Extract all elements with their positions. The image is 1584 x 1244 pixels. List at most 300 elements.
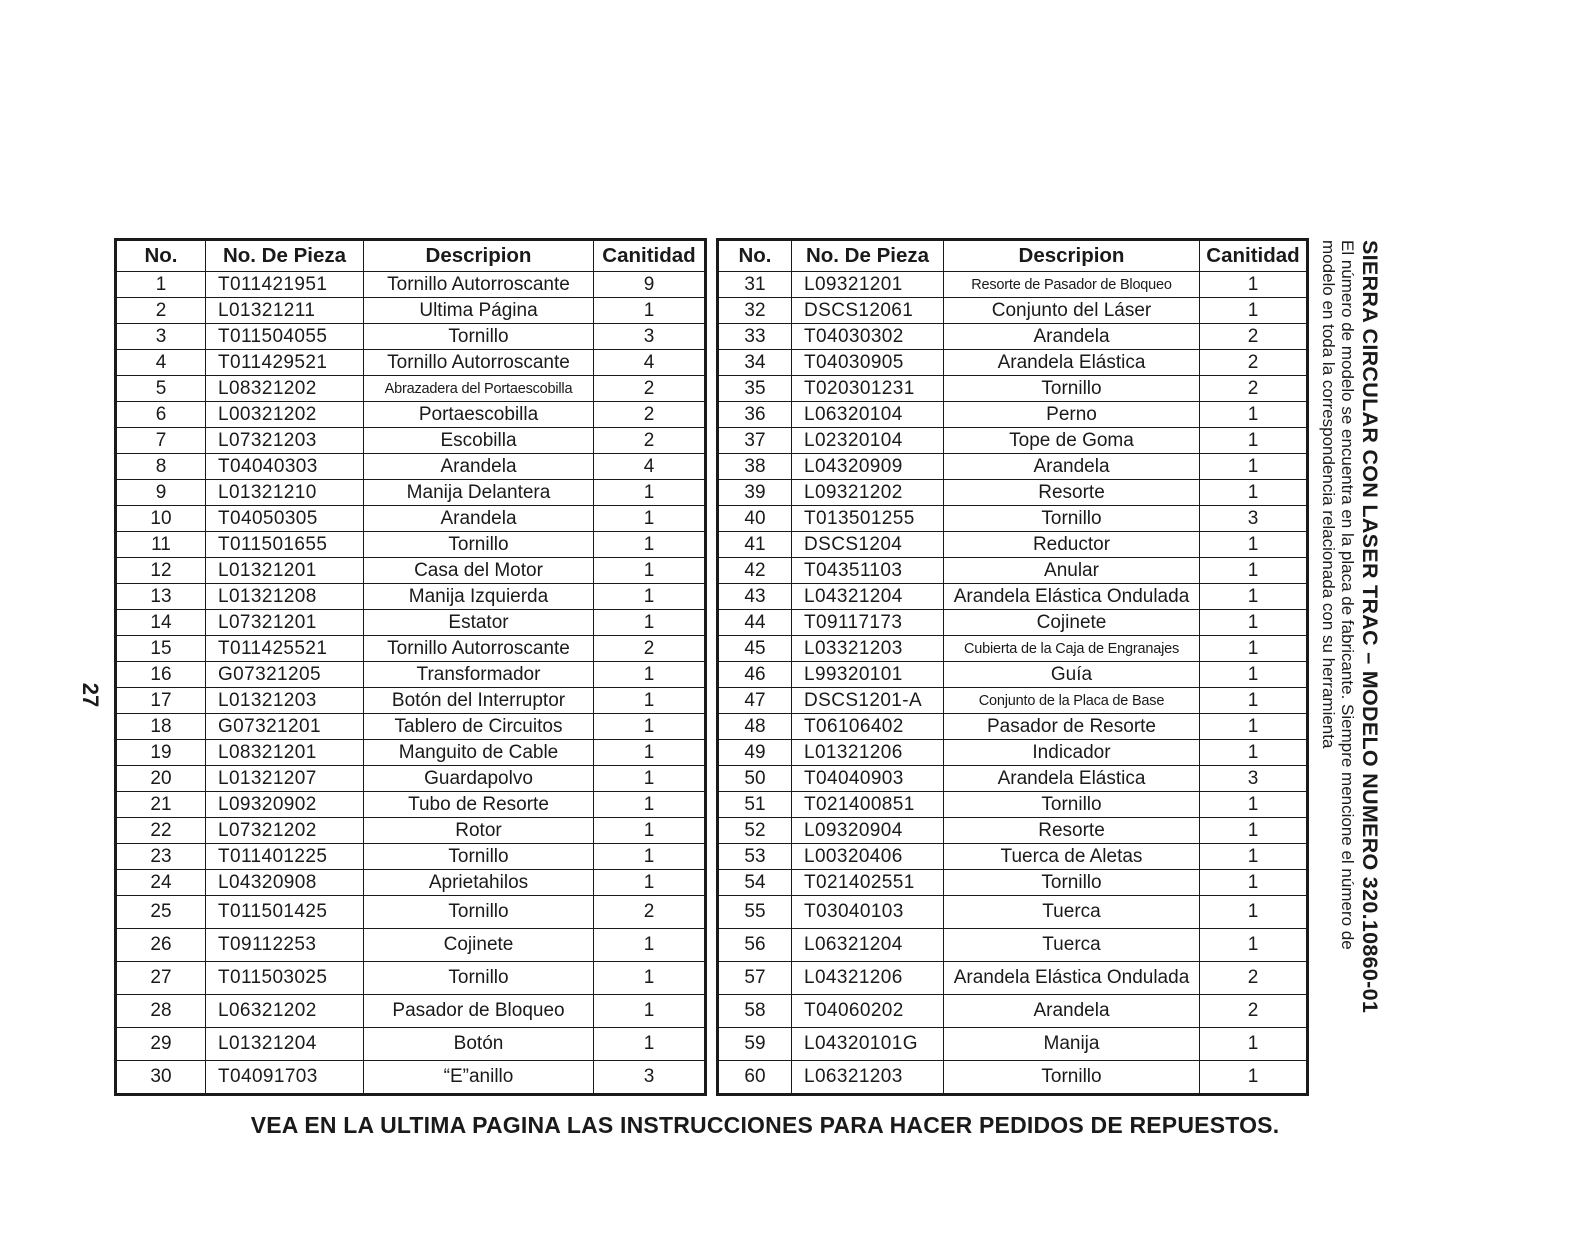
cell-item-number: 12 xyxy=(116,558,206,584)
header-no: No. xyxy=(116,240,206,272)
cell-item-number: 42 xyxy=(718,558,792,584)
cell-item-number: 26 xyxy=(116,929,206,962)
cell-description: Arandela xyxy=(944,454,1200,480)
cell-item-number: 29 xyxy=(116,1028,206,1061)
cell-quantity: 1 xyxy=(1200,870,1308,896)
cell-description: Estator xyxy=(364,610,594,636)
cell-part-number: L01321207 xyxy=(206,766,364,792)
table-row xyxy=(116,870,706,896)
cell-description: Escobilla xyxy=(364,428,594,454)
cell-part-number: T020301231 xyxy=(792,376,944,402)
cell-description: Arandela Elástica xyxy=(944,766,1200,792)
cell-description: Arandela xyxy=(364,454,594,480)
cell-part-number: L07321203 xyxy=(206,428,364,454)
cell-description: Tope de Goma xyxy=(944,428,1200,454)
cell-part-number: DSCS1201-A xyxy=(792,688,944,714)
cell-part-number: T011504055 xyxy=(206,324,364,350)
cell-item-number: 3 xyxy=(116,324,206,350)
table-row xyxy=(718,1028,1308,1061)
table-row xyxy=(718,766,1308,792)
cell-quantity: 3 xyxy=(1200,766,1308,792)
table-row xyxy=(116,298,706,324)
cell-description: Pasador de Resorte xyxy=(944,714,1200,740)
cell-description: Tornillo xyxy=(944,1061,1200,1095)
cell-description: Arandela Elástica Ondulada xyxy=(944,962,1200,995)
cell-description: Conjunto de la Placa de Base xyxy=(944,688,1200,714)
table-row xyxy=(718,532,1308,558)
cell-item-number: 20 xyxy=(116,766,206,792)
cell-quantity: 1 xyxy=(1200,844,1308,870)
cell-description: Guardapolvo xyxy=(364,766,594,792)
cell-quantity: 1 xyxy=(1200,636,1308,662)
cell-description: Cojinete xyxy=(944,610,1200,636)
cell-quantity: 1 xyxy=(1200,714,1308,740)
cell-quantity: 1 xyxy=(594,870,706,896)
cell-item-number: 6 xyxy=(116,402,206,428)
cell-part-number: L04320909 xyxy=(792,454,944,480)
cell-quantity: 2 xyxy=(594,376,706,402)
table-row xyxy=(116,636,706,662)
parts-table-right xyxy=(716,238,1309,1096)
table-row xyxy=(718,272,1308,298)
cell-quantity: 1 xyxy=(1200,929,1308,962)
cell-item-number: 53 xyxy=(718,844,792,870)
cell-item-number: 54 xyxy=(718,870,792,896)
cell-item-number: 11 xyxy=(116,532,206,558)
cell-description: Transformador xyxy=(364,662,594,688)
cell-item-number: 36 xyxy=(718,402,792,428)
cell-quantity: 3 xyxy=(1200,506,1308,532)
cell-quantity: 2 xyxy=(1200,350,1308,376)
cell-item-number: 35 xyxy=(718,376,792,402)
table-row xyxy=(718,688,1308,714)
cell-quantity: 9 xyxy=(594,272,706,298)
parts-table-right-body xyxy=(718,272,1308,1095)
cell-quantity: 1 xyxy=(594,1028,706,1061)
cell-item-number: 30 xyxy=(116,1061,206,1095)
cell-part-number: T03040103 xyxy=(792,896,944,929)
cell-item-number: 34 xyxy=(718,350,792,376)
table-row xyxy=(718,480,1308,506)
cell-quantity: 1 xyxy=(1200,740,1308,766)
cell-description: Pasador de Bloqueo xyxy=(364,995,594,1028)
table-row xyxy=(718,428,1308,454)
cell-item-number: 41 xyxy=(718,532,792,558)
table-row xyxy=(116,324,706,350)
cell-quantity: 1 xyxy=(594,792,706,818)
cell-item-number: 25 xyxy=(116,896,206,929)
cell-quantity: 1 xyxy=(594,714,706,740)
cell-quantity: 1 xyxy=(1200,402,1308,428)
cell-item-number: 19 xyxy=(116,740,206,766)
cell-quantity: 1 xyxy=(1200,818,1308,844)
cell-part-number: L07321201 xyxy=(206,610,364,636)
cell-quantity: 1 xyxy=(1200,1028,1308,1061)
model-note-line-2: modelo en toda la correspondencia relacionada con su herramienta xyxy=(1319,240,1338,749)
cell-part-number: L02320104 xyxy=(792,428,944,454)
cell-item-number: 48 xyxy=(718,714,792,740)
cell-quantity: 1 xyxy=(594,995,706,1028)
cell-item-number: 40 xyxy=(718,506,792,532)
cell-quantity: 1 xyxy=(1200,298,1308,324)
cell-part-number: L06321203 xyxy=(792,1061,944,1095)
cell-part-number: L09320902 xyxy=(206,792,364,818)
cell-item-number: 49 xyxy=(718,740,792,766)
cell-item-number: 22 xyxy=(116,818,206,844)
cell-quantity: 1 xyxy=(594,558,706,584)
cell-item-number: 32 xyxy=(718,298,792,324)
cell-part-number: T011503025 xyxy=(206,962,364,995)
cell-description: Abrazadera del Portaescobilla xyxy=(364,376,594,402)
cell-description: Tornillo xyxy=(944,870,1200,896)
cell-quantity: 1 xyxy=(1200,688,1308,714)
cell-part-number: T04030905 xyxy=(792,350,944,376)
cell-quantity: 1 xyxy=(594,532,706,558)
cell-item-number: 39 xyxy=(718,480,792,506)
cell-description: Arandela Elástica Ondulada xyxy=(944,584,1200,610)
table-row xyxy=(116,558,706,584)
cell-part-number: L08321201 xyxy=(206,740,364,766)
table-row xyxy=(116,532,706,558)
table-row xyxy=(718,870,1308,896)
ordering-instructions-footer: VEA EN LA ULTIMA PAGINA LAS INSTRUCCIONES PARA HACER PEDIDOS DE REPUESTOS. xyxy=(250,1112,1280,1138)
cell-item-number: 5 xyxy=(116,376,206,402)
table-row xyxy=(116,714,706,740)
cell-part-number: L09320904 xyxy=(792,818,944,844)
header-part-number: No. De Pieza xyxy=(206,240,364,272)
cell-quantity: 1 xyxy=(1200,454,1308,480)
header-description: Descripion xyxy=(944,240,1200,272)
cell-item-number: 33 xyxy=(718,324,792,350)
parts-table-left-body xyxy=(116,272,706,1095)
cell-item-number: 18 xyxy=(116,714,206,740)
cell-part-number: T021400851 xyxy=(792,792,944,818)
cell-description: Indicador xyxy=(944,740,1200,766)
cell-part-number: T04040903 xyxy=(792,766,944,792)
cell-item-number: 55 xyxy=(718,896,792,929)
cell-description: Manija Delantera xyxy=(364,480,594,506)
cell-item-number: 27 xyxy=(116,962,206,995)
cell-description: Tornillo xyxy=(364,324,594,350)
cell-part-number: L04320101G xyxy=(792,1028,944,1061)
table-row xyxy=(116,610,706,636)
table-row xyxy=(718,662,1308,688)
cell-description: Resorte xyxy=(944,818,1200,844)
table-row xyxy=(718,1061,1308,1095)
cell-item-number: 2 xyxy=(116,298,206,324)
table-row xyxy=(718,584,1308,610)
table-row xyxy=(718,324,1308,350)
cell-item-number: 57 xyxy=(718,962,792,995)
header-no: No. xyxy=(718,240,792,272)
cell-quantity: 1 xyxy=(594,584,706,610)
table-row xyxy=(116,506,706,532)
table-row xyxy=(116,929,706,962)
cell-item-number: 8 xyxy=(116,454,206,480)
cell-part-number: L04321206 xyxy=(792,962,944,995)
cell-description: Arandela Elástica xyxy=(944,350,1200,376)
cell-part-number: T09112253 xyxy=(206,929,364,962)
cell-part-number: L09321202 xyxy=(792,480,944,506)
cell-description: Arandela xyxy=(364,506,594,532)
table-row xyxy=(718,844,1308,870)
cell-item-number: 51 xyxy=(718,792,792,818)
table-row xyxy=(116,1028,706,1061)
cell-quantity: 1 xyxy=(594,610,706,636)
cell-part-number: L01321210 xyxy=(206,480,364,506)
cell-description: Tornillo xyxy=(944,506,1200,532)
cell-item-number: 13 xyxy=(116,584,206,610)
table-row xyxy=(116,896,706,929)
cell-item-number: 15 xyxy=(116,636,206,662)
cell-description: Botón del Interruptor xyxy=(364,688,594,714)
cell-part-number: L04320908 xyxy=(206,870,364,896)
cell-item-number: 14 xyxy=(116,610,206,636)
cell-part-number: T04050305 xyxy=(206,506,364,532)
cell-part-number: L06320104 xyxy=(792,402,944,428)
cell-item-number: 4 xyxy=(116,350,206,376)
cell-quantity: 3 xyxy=(594,1061,706,1095)
cell-quantity: 1 xyxy=(1200,558,1308,584)
cell-description: Reductor xyxy=(944,532,1200,558)
cell-part-number: T04091703 xyxy=(206,1061,364,1095)
cell-part-number: T011425521 xyxy=(206,636,364,662)
cell-quantity: 1 xyxy=(1200,428,1308,454)
cell-description: Aprietahilos xyxy=(364,870,594,896)
cell-description: Manija Izquierda xyxy=(364,584,594,610)
cell-description: Manija xyxy=(944,1028,1200,1061)
cell-quantity: 4 xyxy=(594,350,706,376)
header-part-number: No. De Pieza xyxy=(792,240,944,272)
cell-part-number: L06321202 xyxy=(206,995,364,1028)
table-row xyxy=(116,350,706,376)
cell-item-number: 10 xyxy=(116,506,206,532)
table-row xyxy=(116,584,706,610)
cell-item-number: 9 xyxy=(116,480,206,506)
model-note xyxy=(1312,240,1382,1120)
table-row xyxy=(116,818,706,844)
cell-description: Tornillo xyxy=(944,376,1200,402)
table-row xyxy=(718,506,1308,532)
cell-quantity: 1 xyxy=(594,766,706,792)
cell-part-number: L04321204 xyxy=(792,584,944,610)
cell-part-number: T06106402 xyxy=(792,714,944,740)
cell-part-number: L07321202 xyxy=(206,818,364,844)
cell-item-number: 23 xyxy=(116,844,206,870)
cell-description: Tornillo xyxy=(364,896,594,929)
table-row xyxy=(116,740,706,766)
cell-part-number: DSCS12061 xyxy=(792,298,944,324)
cell-item-number: 1 xyxy=(116,272,206,298)
cell-item-number: 38 xyxy=(718,454,792,480)
table-row xyxy=(116,662,706,688)
cell-description: Portaescobilla xyxy=(364,402,594,428)
cell-quantity: 1 xyxy=(1200,532,1308,558)
cell-description: Tuerca xyxy=(944,896,1200,929)
cell-quantity: 1 xyxy=(594,929,706,962)
model-title: SIERRA CIRCULAR CON LASER TRAC – MODELO NUMERO 320.10860-01 xyxy=(1358,240,1382,1014)
cell-description: Ultima Página xyxy=(364,298,594,324)
cell-quantity: 1 xyxy=(1200,584,1308,610)
cell-description: Tornillo xyxy=(364,532,594,558)
cell-description: Perno xyxy=(944,402,1200,428)
cell-part-number: T011501655 xyxy=(206,532,364,558)
model-note-line-1: El número de modelo se encuentra en la placa de fabricante. Siempre mencione el número de xyxy=(1338,240,1357,950)
cell-item-number: 16 xyxy=(116,662,206,688)
table-row xyxy=(718,962,1308,995)
cell-item-number: 46 xyxy=(718,662,792,688)
table-row xyxy=(718,792,1308,818)
cell-description: Tornillo Autorroscante xyxy=(364,350,594,376)
cell-part-number: L01321201 xyxy=(206,558,364,584)
cell-item-number: 45 xyxy=(718,636,792,662)
cell-quantity: 1 xyxy=(594,818,706,844)
cell-quantity: 1 xyxy=(1200,1061,1308,1095)
cell-quantity: 2 xyxy=(1200,962,1308,995)
cell-item-number: 43 xyxy=(718,584,792,610)
cell-quantity: 2 xyxy=(594,636,706,662)
cell-description: Conjunto del Láser xyxy=(944,298,1200,324)
cell-part-number: T09117173 xyxy=(792,610,944,636)
table-row xyxy=(116,766,706,792)
cell-part-number: T013501255 xyxy=(792,506,944,532)
table-row xyxy=(116,376,706,402)
table-row xyxy=(718,740,1308,766)
cell-description: Manguito de Cable xyxy=(364,740,594,766)
cell-part-number: L01321206 xyxy=(792,740,944,766)
table-row xyxy=(718,558,1308,584)
cell-quantity: 1 xyxy=(594,962,706,995)
cell-quantity: 1 xyxy=(594,662,706,688)
table-row xyxy=(718,454,1308,480)
table-row xyxy=(116,792,706,818)
cell-quantity: 1 xyxy=(594,844,706,870)
cell-item-number: 28 xyxy=(116,995,206,1028)
cell-quantity: 1 xyxy=(594,506,706,532)
table-header-row xyxy=(116,240,706,272)
table-row xyxy=(116,995,706,1028)
table-row xyxy=(116,962,706,995)
cell-description: Tuerca de Aletas xyxy=(944,844,1200,870)
cell-description: Arandela xyxy=(944,995,1200,1028)
cell-part-number: T011501425 xyxy=(206,896,364,929)
cell-description: Rotor xyxy=(364,818,594,844)
table-row xyxy=(116,688,706,714)
cell-part-number: L99320101 xyxy=(792,662,944,688)
table-row xyxy=(116,428,706,454)
cell-part-number: L06321204 xyxy=(792,929,944,962)
cell-part-number: L08321202 xyxy=(206,376,364,402)
cell-description: Tornillo xyxy=(944,792,1200,818)
cell-description: Tornillo Autorroscante xyxy=(364,272,594,298)
cell-description: Cojinete xyxy=(364,929,594,962)
cell-item-number: 56 xyxy=(718,929,792,962)
cell-description: Tornillo xyxy=(364,844,594,870)
table-row xyxy=(116,844,706,870)
table-row xyxy=(718,376,1308,402)
cell-quantity: 2 xyxy=(1200,995,1308,1028)
parts-table-left xyxy=(114,238,707,1096)
cell-quantity: 2 xyxy=(594,428,706,454)
table-row xyxy=(718,402,1308,428)
table-row xyxy=(116,402,706,428)
cell-part-number: L01321203 xyxy=(206,688,364,714)
cell-item-number: 52 xyxy=(718,818,792,844)
cell-quantity: 4 xyxy=(594,454,706,480)
cell-quantity: 1 xyxy=(1200,662,1308,688)
cell-part-number: T04351103 xyxy=(792,558,944,584)
cell-part-number: L01321208 xyxy=(206,584,364,610)
cell-quantity: 1 xyxy=(1200,610,1308,636)
cell-part-number: L00320406 xyxy=(792,844,944,870)
cell-description: Anular xyxy=(944,558,1200,584)
cell-description: Guía xyxy=(944,662,1200,688)
cell-part-number: DSCS1204 xyxy=(792,532,944,558)
cell-part-number: L01321204 xyxy=(206,1028,364,1061)
cell-item-number: 59 xyxy=(718,1028,792,1061)
cell-description: Tornillo Autorroscante xyxy=(364,636,594,662)
cell-quantity: 1 xyxy=(594,298,706,324)
cell-item-number: 44 xyxy=(718,610,792,636)
cell-quantity: 1 xyxy=(594,688,706,714)
cell-item-number: 60 xyxy=(718,1061,792,1095)
cell-description: Botón xyxy=(364,1028,594,1061)
cell-description: Tubo de Resorte xyxy=(364,792,594,818)
cell-part-number: G07321205 xyxy=(206,662,364,688)
cell-description: “E”anillo xyxy=(364,1061,594,1095)
cell-item-number: 7 xyxy=(116,428,206,454)
cell-quantity: 2 xyxy=(594,896,706,929)
cell-description: Tuerca xyxy=(944,929,1200,962)
header-quantity: Canitidad xyxy=(1200,240,1308,272)
cell-item-number: 58 xyxy=(718,995,792,1028)
cell-quantity: 3 xyxy=(594,324,706,350)
table-row xyxy=(718,298,1308,324)
header-description: Descripion xyxy=(364,240,594,272)
cell-part-number: L00321202 xyxy=(206,402,364,428)
cell-quantity: 1 xyxy=(594,740,706,766)
cell-description: Arandela xyxy=(944,324,1200,350)
cell-part-number: G07321201 xyxy=(206,714,364,740)
cell-part-number: T011429521 xyxy=(206,350,364,376)
page-number: 27 xyxy=(78,682,103,708)
cell-part-number: L01321211 xyxy=(206,298,364,324)
cell-item-number: 17 xyxy=(116,688,206,714)
cell-description: Resorte de Pasador de Bloqueo xyxy=(944,272,1200,298)
cell-quantity: 1 xyxy=(594,480,706,506)
cell-part-number: T011421951 xyxy=(206,272,364,298)
table-row xyxy=(718,636,1308,662)
table-row xyxy=(718,818,1308,844)
cell-part-number: L09321201 xyxy=(792,272,944,298)
table-row xyxy=(718,714,1308,740)
table-row xyxy=(116,1061,706,1095)
table-row xyxy=(718,610,1308,636)
cell-quantity: 2 xyxy=(594,402,706,428)
table-header-row xyxy=(718,240,1308,272)
cell-quantity: 1 xyxy=(1200,480,1308,506)
cell-item-number: 21 xyxy=(116,792,206,818)
table-row xyxy=(116,454,706,480)
cell-part-number: T04060202 xyxy=(792,995,944,1028)
cell-quantity: 1 xyxy=(1200,792,1308,818)
cell-part-number: T011401225 xyxy=(206,844,364,870)
cell-quantity: 1 xyxy=(1200,896,1308,929)
table-row xyxy=(116,272,706,298)
cell-description: Cubierta de la Caja de Engranajes xyxy=(944,636,1200,662)
cell-quantity: 2 xyxy=(1200,376,1308,402)
cell-part-number: L03321203 xyxy=(792,636,944,662)
